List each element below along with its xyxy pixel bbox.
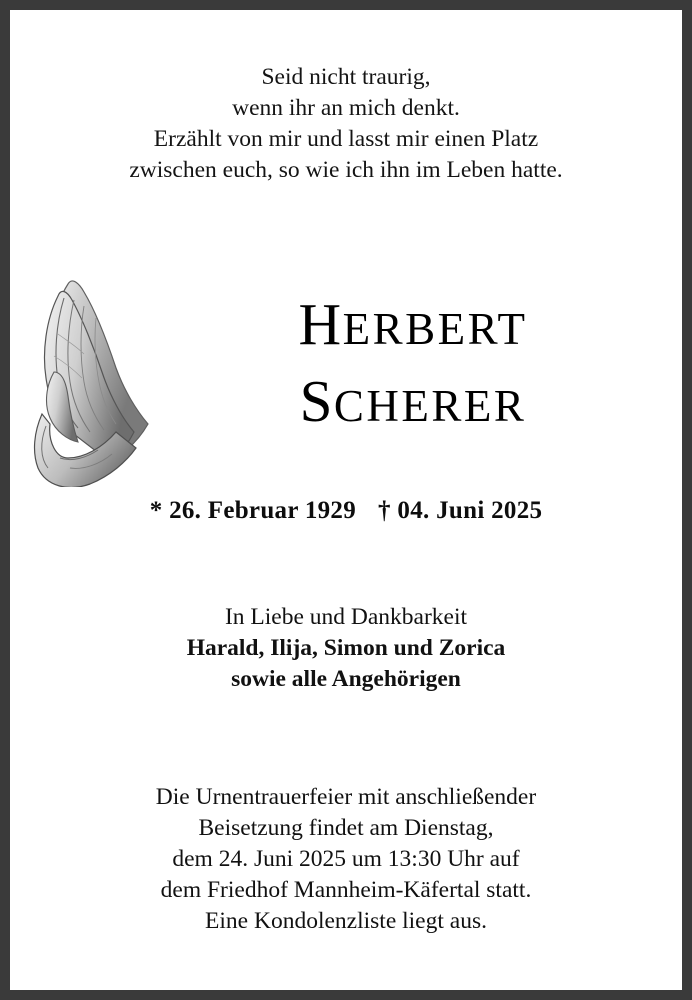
ceremony-block [10,782,682,937]
poem-line-2: wenn ihr an mich denkt. [232,95,460,121]
life-dates [10,497,682,525]
family-intro: In Liebe und Dankbarkeit [224,604,468,630]
deceased-name [160,288,660,442]
birth-date: 26. Februar 1929 [169,497,357,524]
poem-block [10,62,682,186]
praying-hands-icon [24,262,174,487]
poem-line-4: zwischen euch, so wie ich ihn im Leben hatte. [129,157,563,183]
family-relatives: sowie alle Angehörigen [231,666,461,692]
last-name-rest: CHERER [333,381,527,431]
birth-symbol: * [149,497,163,524]
last-name [160,365,660,442]
first-name-rest: ERBERT [342,304,528,354]
ceremony-line-1: Die Urnentrauerfeier mit anschließender [155,784,537,810]
poem-line-1: Seid nicht traurig, [261,64,431,90]
ceremony-line-3: dem 24. Juni 2025 um 13:30 Uhr auf [172,846,520,872]
family-block [10,602,682,695]
obituary-card [10,10,682,990]
ceremony-line-5: Eine Kondolenzliste liegt aus. [205,908,487,934]
family-names: Harald, Ilija, Simon und Zorica [186,635,506,661]
death-date: 04. Juni 2025 [397,497,543,524]
ceremony-line-4: dem Friedhof Mannheim-Käfertal statt. [160,877,532,903]
first-name-initial: H [298,291,343,357]
first-name [160,288,660,365]
poem-line-3: Erzählt von mir und lasst mir einen Platz [153,126,539,152]
ceremony-line-2: Beisetzung findet am Dienstag, [198,815,494,841]
death-symbol: † [378,497,391,524]
last-name-initial: S [299,368,334,434]
